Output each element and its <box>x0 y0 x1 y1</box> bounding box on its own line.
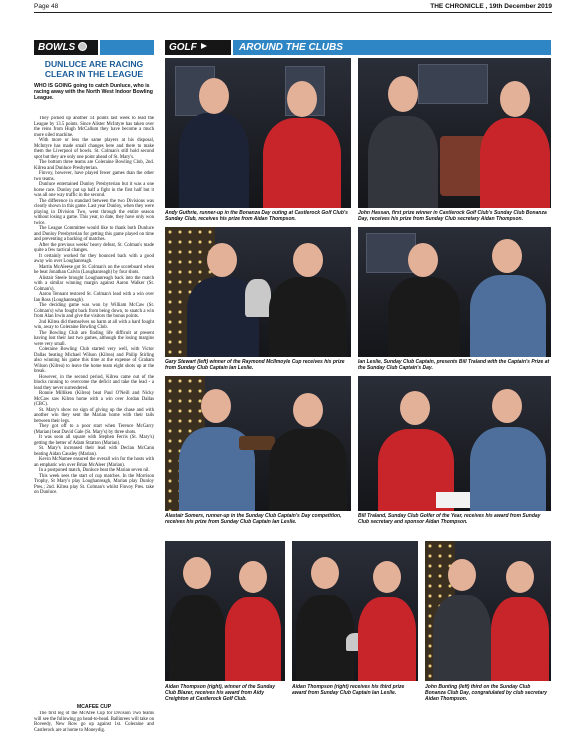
headline-line-1: DUNLUCE ARE RACING <box>44 59 144 69</box>
cup-paragraph: The first leg of the McAfee Cup for Division Two teams will see the following go head-to-head. Ballinrees will take on Boveedy, New Row go up against 1st. Coleraine and Castlerock are at home to Moneydig. <box>34 711 154 733</box>
bowls-headline <box>34 59 154 79</box>
article-paragraph: The difference in standard between the two Divisions was clearly shown in this game. Last year Dunloy, when they were playing in Division Two, went through the entire season without losing a game. This year, to date, they have only won twice. <box>34 198 154 226</box>
folio-rule <box>34 12 552 13</box>
article-paragraph: The bottom three teams are Coleraine Bowling Club, 2nd. Kilrea and Dunluce Presbyterian. <box>34 160 154 171</box>
article-paragraph: It certainly worked for they bounced back with a good away win over Loughanreagh. <box>34 253 154 264</box>
bowl-ball-icon <box>78 42 87 51</box>
photo-blazer <box>165 541 285 681</box>
cup-subheading: MCAFEE CUP <box>76 704 112 710</box>
bowls-article <box>34 40 154 733</box>
photo-bunting <box>425 541 551 681</box>
article-paragraph: Ronnie Milliken (Kilrea) beat Paul O'Neill and Nicky McCaw saw Kilrea home with a win over Jordan Dallas (CBC). <box>34 391 154 407</box>
bowls-tag-label: BOWLS <box>38 42 76 53</box>
article-paragraph: Martin McAleese got St. Colman's on the scoreboard when he beat Jonathan Calvin (Loughanreagh) by four shots. <box>34 264 154 275</box>
trophy-icon <box>245 279 271 317</box>
photo-stewart <box>165 227 351 357</box>
golf-section-tag <box>165 40 231 55</box>
bowls-section-tag <box>34 40 98 55</box>
around-the-clubs-title: AROUND THE CLUBS <box>233 40 551 55</box>
golf-tag-label: GOLF <box>169 42 197 53</box>
article-paragraph: It was soon all square with Stephen Ferris (St. Mary's) getting the better of Adam Stratton (Marian). <box>34 435 154 446</box>
paper-date: THE CHRONICLE , 19th December 2019 <box>430 3 552 10</box>
photo-traland-captain <box>358 227 551 357</box>
photo-third-prize <box>292 541 418 681</box>
article-paragraph: St. Mary's increased their lead with Declan McCann beating Aidan Causley (Marian). <box>34 446 154 457</box>
article-body <box>34 116 154 704</box>
caption-9: John Bunting (left) third on the Sunday Club Bonanza Club Day, congratulated by club secretary Aidan Thompson. <box>425 684 548 702</box>
photo-golfer-of-year <box>358 376 551 511</box>
caption-3: Gary Stewart (left) winner of the Raymond McIlmoyle Cup receives his prize from Sunday Club Captain Ian Leslie. <box>165 359 345 371</box>
article-paragraph: The League Committee would like to thank both Dunluce and Dunloy Presbyterian for getting this game played on time and preventing a backlog of matches. <box>34 226 154 242</box>
caption-5: Alastair Somers, runner-up in the Sunday Club Captain's Day competition, receives his prize from Sunday Club Captain Ian Leslie. <box>165 513 342 525</box>
article-paragraph: Aaron Tennant restored St. Colman's lead with a win over Ian Ross (Loughanreagh). <box>34 292 154 303</box>
article-paragraph: The Bowling Club are finding life difficult at present having lost their last two games, although the losing margins were very small. <box>34 330 154 347</box>
caption-2: John Hassan, first prize winner in Castlerock Golf Club's Sunday Club Bonanza Day, receives his prize from Sunday Club secretary Aidan Thompson. <box>358 210 547 222</box>
golf-flag-icon <box>201 43 207 49</box>
caption-4: Ian Leslie, Sunday Club Captain, presents Bill Traland with the Captain's Prize at the Sunday Club Captain's Day. <box>358 359 550 371</box>
page-number: Page 48 <box>34 3 59 10</box>
article-paragraph: They picked up another 14 points last week to lead the League by 13.5 points. Since Alister McIntyre has taken over the reins from Hugh McCallum they have become a much more oiled machine. <box>34 116 154 138</box>
photo-somers <box>165 376 351 511</box>
caption-1: Andy Guthrie, runner-up in the Bonanza Day outing at Castlerock Golf Club's Sunday Club, receives his prize from Aidan Thompson. <box>165 210 348 222</box>
photo-hassan <box>358 58 551 208</box>
article-paragraph: The deciding game was won by William McCaw (St. Colman's) who fought back from being down, to snatch a win from Alan Irwin and give the visitors the bonus points. <box>34 303 154 319</box>
caption-6: Bill Traland, Sunday Club Golfer of the Year, receives his award from Sunday Club secretary and sponsor Aidan Thompson. <box>358 513 541 525</box>
article-paragraph: In a postponed match, Dunluce beat the Marian seven nil. <box>39 468 150 473</box>
article-paragraph: Finvoy, however, have played fewer games than the other two teams. <box>34 171 154 182</box>
article-paragraph: After the previous weeks' heavy defeat, St. Colman's made quite a few tactical changes. <box>34 242 154 253</box>
page-folio <box>0 0 580 14</box>
caption-7: Aidan Thompson (right), winner of the Sunday Club Blazer, receives his award from Aidy Creighton at Castlerock Golf Club. <box>165 684 275 702</box>
article-paragraph: Dunluce entertained Dunloy Presbyterian but it was a one horse race. Dunloy put up half a fight in the first half but it was all one way traffic in the second. <box>34 182 154 198</box>
caption-8: Aidan Thompson (right) receives his third prize award from Sunday Club Captain Ian Leslie. <box>292 684 405 696</box>
article-paragraph: With more or less the same players at his disposal, McIntyre has made small changes here and there to make them the Liverpool of bowls. St. Colman's still hold second spot but they are only one point ahead of St. Mary's. <box>34 138 154 160</box>
article-lede: WHO IS GOING going to catch Dunluce, who is racing away with the North West Indoor Bowling League. <box>34 83 153 101</box>
article-paragraph: They got off to a poor start when Terence McGarry (Marian) beat David Gale (St. Mary's) by three shots. <box>34 424 154 435</box>
article-paragraph: St. Mary's show no sign of giving up the chase and with another win they sent the Marian home with their tails between their legs. <box>34 407 154 424</box>
bowls-section-bar <box>100 40 154 55</box>
article-paragraph: However, in the second period, Kilrea came out of the blocks running to overcome the deficit and take the lead - a lead they never surrendered. <box>34 374 154 391</box>
article-paragraph: 2nd Kilrea did themselves no harm at all with a hard fought win, away to Coleraine Bowling Club. <box>34 319 154 330</box>
article-paragraph: This week sees the start of cup matches. In the Morrison Trophy, St Mary's play Loughanreagh, Marian play Dunloy Pres.; 2nd. Kilrea play St. Colman's whilst Finvoy Pres. take on Dunluce. <box>34 473 154 495</box>
article-paragraph: Coleraine Bowling Club started very well, with Victor Dallas beating Michael Wilson (Kilrea) and Philip Stirling also winning his game this time at the expense of Graham Wilson (Kilrea) to leave the home team eight shots up at the break. <box>34 347 154 374</box>
photo-guthrie <box>165 58 351 208</box>
headline-line-2: CLEAR IN THE LEAGUE <box>44 69 144 79</box>
article-paragraph: Alistair Steele brought Loughanreagh back into the match with a similar winning margin against Aaron Walker (St. Colman's). <box>34 275 154 292</box>
article-paragraph: Kevin McNamee ensured the overall win for the hosts with an emphatic win over Brian McAleer (Marian). <box>34 457 154 468</box>
